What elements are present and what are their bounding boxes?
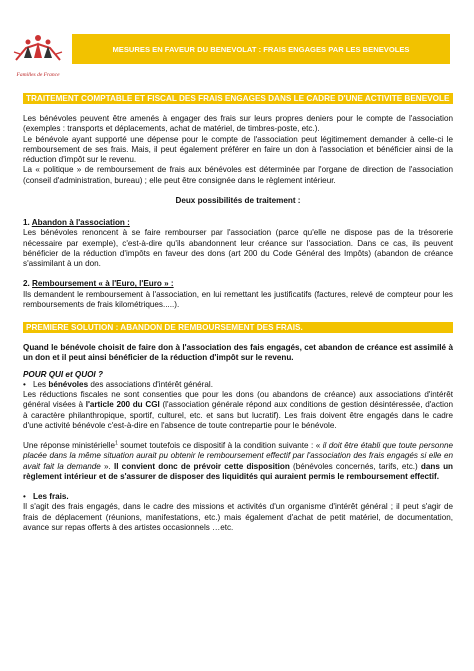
option-2-text: Ils demandent le remboursement à l'association, en lui remettant les justificatifs (factures, relevé de compteur pour les remboursements de frais kilométriques.....). (23, 289, 453, 309)
paragraph-politique: La « politique » de remboursement de frais aux bénévoles est déterminée par l'organe de direction de l'association (conseil d'administration, bureau) ; elle peut être consignée dans le règlement intérieur. (23, 165, 453, 185)
option-1-text: Les bénévoles renoncent à se faire rembourser par l'association (parce qu'elle ne dispose pas de la trésorerie nécessaire par exemple), c'est-à-dire qu'ils abandonnent leur créance sur l'association. Dans ce cas, ils peuvent bénéficier de la réduction d'impôts en faveur des dons (art 200 du Code Général des Impôts) (abandon de créance s'assimilant à un don. (23, 228, 453, 268)
paragraph-intro: Les bénévoles peuvent être amenés à engager des frais sur leurs propres deniers pour le compte de l'association (exemples : transports et déplacements, achat de matériel, de timbres-poste, etc.). (23, 114, 453, 134)
option-2-heading: 2. Remboursement « à l'Euro, l'Euro » : (23, 279, 174, 289)
paragraph-reponse-ministerielle: Une réponse ministérielle$^1$ soumet toutefois ce dispositif à la condition suivante : « il doit être établi que toute personne placée dans la même situation aurait pu obtenir le remboursement effectif par l'association des frais engagés si elle en avait fait la demande ». Il convient donc de prévoir cette disposition (bénévoles concernés, tarifs, etc.) dans un règlement intérieur et de s'assurer de disposer des liquidités qui auraient permis le remboursement effectif. (23, 440, 454, 481)
paragraph-remboursement: Le bénévole ayant supporté une dépense pour le compte de l'association peut légitimement demander à celle-ci le remboursement de ses frais. Mais, il peut également préférer en faire un don à l'association et bénéficier ainsi de la réduction d'impôt sur le revenu. (23, 134, 453, 164)
option-1-heading: 1. Abandon à l'association : (23, 218, 130, 227)
section-title-traitement: TRAITEMENT COMPTABLE ET FISCAL DES FRAIS ENGAGES DANS LE CADRE D'UNE ACTIVITE BENEVOLE (23, 93, 453, 104)
page-banner: MESURES EN FAVEUR DU BENEVOLAT : FRAIS ENGAGES PAR LES BENEVOLES (72, 34, 450, 64)
who-title: POUR QUI et QUOI ? (23, 369, 103, 379)
bullet-frais: • Les frais. (23, 492, 69, 501)
logo-text: Familles de France (16, 72, 60, 78)
bullet-benevoles: • Les bénévoles des associations d'intérêt général. (23, 379, 213, 389)
bullet-icon: • (23, 492, 26, 501)
bullet-icon: • (23, 379, 26, 389)
possibilities-title: Deux possibilités de traitement : (175, 195, 301, 205)
section-title-premiere-solution: PREMIERE SOLUTION : ABANDON DE REMBOURSEMENT DES FRAIS. (23, 322, 453, 333)
paragraph-abandon: Quand le bénévole choisit de faire don à l'association des fais engagés, cet abandon de créance est assimilé à un don et il peut ainsi bénéficier de la réduction d'impôt sur le revenu. (23, 343, 453, 363)
document-body (23, 93, 453, 533)
paragraph-frais: Il s'agit des frais engagés, dans le cadre des missions et activités d'un organisme d'intérêt général ; il peut s'agir de frais de déplacement (réunions, manifestations, etc.) mais également d'achat de petit matériel, de documentation, avance sur repas offerts à des artistes occasionnels …etc. (23, 502, 453, 532)
paragraph-reductions: Les réductions fiscales ne sont consenties que pour les dons (ou abandons de créance) aux associations d'intérêt général visées à l'article 200 du CGI (l'association générale répond aux conditions de gestion désintéressée, d'action à caractère philanthropique, sportif, culturel, etc. et sans but lucratif). Les frais doivent être engagés dans le cadre d'une activité bénévole c'est-à-dire en l'absence de toute contrepartie pour le bénévole. (23, 390, 453, 430)
logo-icon (10, 30, 66, 76)
